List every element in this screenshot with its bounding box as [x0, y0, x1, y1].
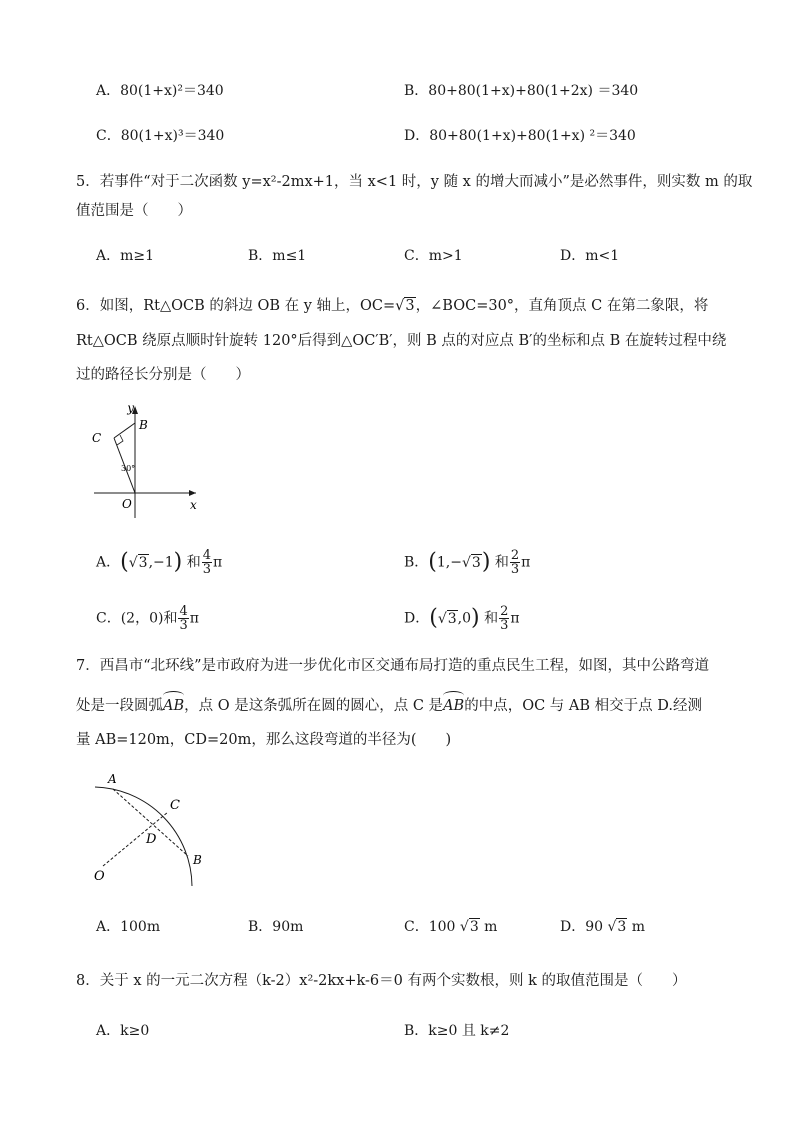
q7-option-d: D．90 √3 m: [560, 919, 646, 935]
arc-ab-2: AB: [443, 692, 464, 716]
label-b: B: [139, 418, 148, 432]
q5-option-a: A．m≥1: [96, 248, 155, 264]
q4-option-a: A．80(1+x)²＝340: [96, 83, 224, 99]
q5-stem-line1: 5．若事件“对于二次函数 y=x²-2mx+1，当 x<1 时，y 随 x 的增大而减小”是必然事件，则实数 m 的取: [76, 174, 753, 190]
q7-option-b: B．90m: [248, 919, 304, 935]
q6-option-d: D．(√3,0) 和 $\frac{2}{3}$ π: [404, 604, 520, 633]
q7-option-a: A．100m: [96, 919, 161, 935]
x-axis-arrow: [189, 490, 196, 496]
segment-oc: [103, 812, 168, 866]
label-c: C: [92, 431, 102, 445]
q6-stem-line2: Rt△OCB 绕原点顺时针旋转 120°后得到△OC′B′，则 B 点的对应点 B′的坐标和点 B 在旋转过程中绕: [76, 333, 727, 349]
label-o: O: [122, 497, 132, 511]
q6-figure: [84, 398, 214, 518]
q4-option-b: B．80+80(1+x)+80(1+2x) ＝340: [404, 83, 639, 99]
q7-stem-line2: 处是一段圆弧AB，点 O 是这条弧所在圆的圆心，点 C 是AB的中点，OC 与 AB 相交于点 D.经测: [76, 692, 702, 716]
q4-option-d: D．80+80(1+x)+80(1+x) ²＝340: [404, 128, 636, 144]
right-angle-mark: [117, 435, 123, 445]
q6-option-b: B．(1,−√3) 和 $\frac{2}{3}$ π: [404, 548, 531, 577]
arc-ab-1: AB: [163, 692, 184, 716]
q6-option-c: C．(2，0)和 $\frac{4}{3}$ π: [96, 604, 199, 633]
label-b: B: [193, 853, 202, 867]
q7-figure: [88, 768, 208, 890]
q6-stem-line3: 过的路径长分别是（ ）: [76, 367, 250, 383]
q6-option-a: A．(√3,−1) 和 $\frac{4}{3}$ π: [96, 548, 223, 577]
q5-option-c: C．m>1: [404, 248, 463, 264]
label-o: O: [94, 869, 105, 884]
label-a: A: [108, 772, 117, 786]
label-30deg: 30°: [121, 464, 136, 473]
q5-option-b: B．m≤1: [248, 248, 307, 264]
q8-option-a: A．k≥0: [96, 1023, 150, 1039]
q7-stem-line3: 量 AB=120m，CD=20m，那么这段弯道的半径为( ): [76, 732, 452, 748]
label-c: C: [170, 798, 180, 813]
sqrt-3: √3: [395, 298, 415, 314]
q5-option-d: D．m<1: [560, 248, 620, 264]
q4-option-c: C．80(1+x)³＝340: [96, 128, 225, 144]
q8-stem-line1: 8．关于 x 的一元二次方程（k-2）x²-2kx+k-6＝0 有两个实数根，则 k 的取值范围是（ ）: [76, 973, 687, 989]
label-x: x: [190, 498, 197, 512]
segment-cb: [114, 423, 135, 438]
q7-stem-line1: 7．西昌市“北环线”是市政府为进一步优化市区交通布局打造的重点民生工程，如图，其中公路弯道: [76, 658, 710, 674]
q8-option-b: B．k≥0 且 k≠2: [404, 1023, 510, 1039]
q7-option-c: C．100 √3 m: [404, 919, 498, 935]
label-d: D: [146, 832, 157, 847]
q6-stem-line1: 6．如图，Rt△OCB 的斜边 OB 在 y 轴上，OC=√3，∠BOC=30°，直角顶点 C 在第二象限，将: [76, 298, 709, 314]
q5-stem-line2: 值范围是（ ）: [76, 203, 192, 219]
label-y: y: [127, 401, 134, 415]
